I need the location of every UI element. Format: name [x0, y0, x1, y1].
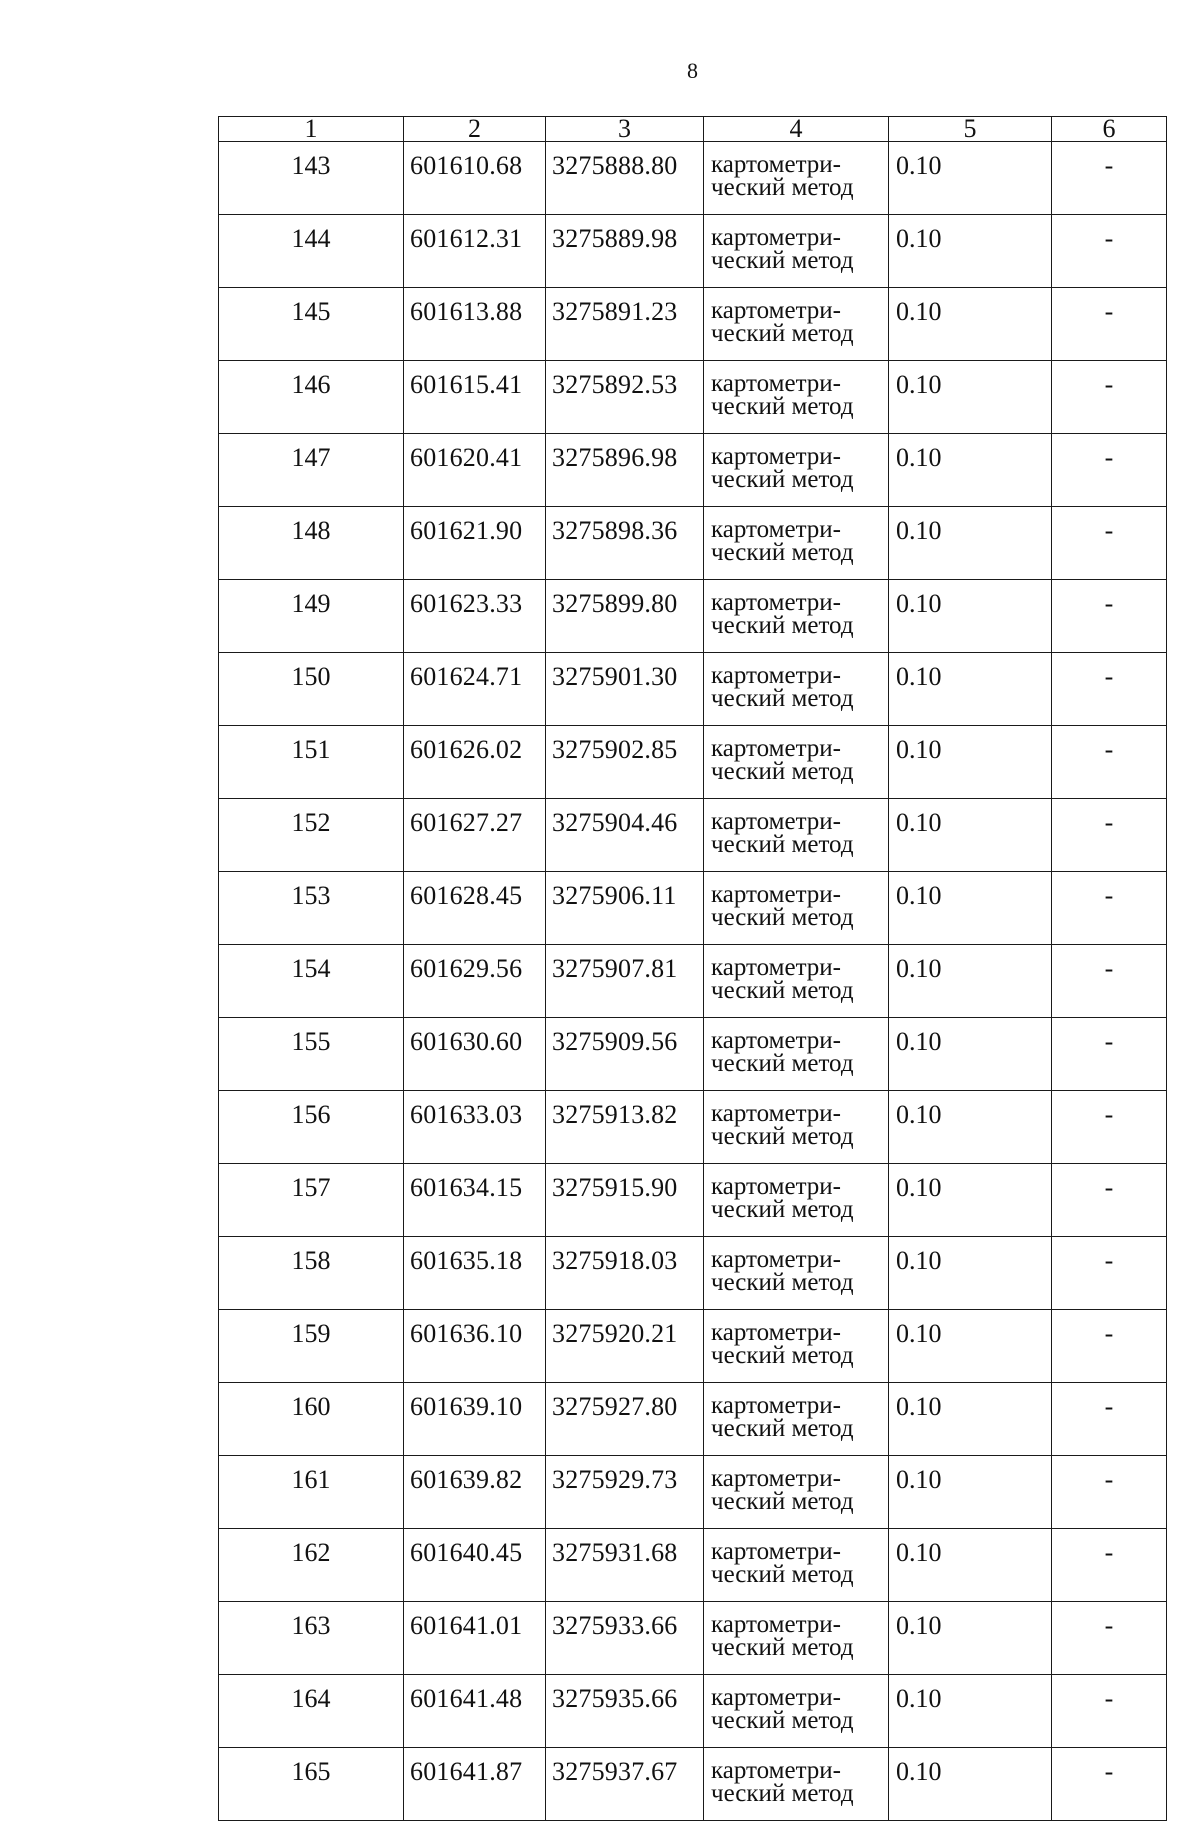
point-number-cell: 147 — [219, 434, 404, 507]
method-cell — [704, 653, 889, 726]
method-cell — [704, 1310, 889, 1383]
x-coordinate-cell: 601612.31 — [404, 215, 546, 288]
point-number-cell: 158 — [219, 1237, 404, 1310]
x-coordinate-cell: 601626.02 — [404, 726, 546, 799]
accuracy-cell: 0.10 — [889, 1748, 1052, 1821]
method-cell — [704, 1091, 889, 1164]
table-row — [219, 799, 1167, 872]
y-coordinate-cell: 3275892.53 — [546, 361, 704, 434]
y-coordinate-cell: 3275906.11 — [546, 872, 704, 945]
point-number-cell: 161 — [219, 1456, 404, 1529]
point-number-cell: 153 — [219, 872, 404, 945]
page-number: 8 — [687, 58, 698, 83]
accuracy-cell: 0.10 — [889, 1529, 1052, 1602]
method-cell — [704, 799, 889, 872]
coordinates-table — [218, 116, 1167, 1821]
x-coordinate-cell: 601639.82 — [404, 1456, 546, 1529]
accuracy-cell: 0.10 — [889, 434, 1052, 507]
y-coordinate-cell: 3275933.66 — [546, 1602, 704, 1675]
method-cell — [704, 1018, 889, 1091]
y-coordinate-cell: 3275889.98 — [546, 215, 704, 288]
method-cell — [704, 1748, 889, 1821]
method-text-line-2: ческий метод — [711, 174, 854, 201]
x-coordinate-cell: 601613.88 — [404, 288, 546, 361]
note-cell: - — [1052, 1602, 1167, 1675]
method-text-line-1: картометри- — [711, 443, 842, 470]
table-row — [219, 726, 1167, 799]
point-number-cell: 159 — [219, 1310, 404, 1383]
table-row — [219, 142, 1167, 215]
x-coordinate-cell: 601630.60 — [404, 1018, 546, 1091]
method-cell — [704, 288, 889, 361]
y-coordinate-cell: 3275909.56 — [546, 1018, 704, 1091]
note-cell: - — [1052, 799, 1167, 872]
method-cell — [704, 215, 889, 288]
note-cell: - — [1052, 142, 1167, 215]
accuracy-cell: 0.10 — [889, 653, 1052, 726]
y-coordinate-cell: 3275888.80 — [546, 142, 704, 215]
point-number-cell: 145 — [219, 288, 404, 361]
point-number-cell: 163 — [219, 1602, 404, 1675]
method-text-line-1: картометри- — [711, 1246, 842, 1273]
accuracy-cell: 0.10 — [889, 872, 1052, 945]
method-text-line-2: ческий метод — [711, 1050, 854, 1077]
accuracy-cell: 0.10 — [889, 1018, 1052, 1091]
note-cell: - — [1052, 1237, 1167, 1310]
method-text-line-2: ческий метод — [711, 1780, 854, 1807]
method-text-line-1: картометри- — [711, 808, 842, 835]
method-cell — [704, 872, 889, 945]
column-header: 5 — [889, 117, 1052, 142]
note-cell: - — [1052, 288, 1167, 361]
table-row — [219, 872, 1167, 945]
x-coordinate-cell: 601629.56 — [404, 945, 546, 1018]
method-text-line-1: картометри- — [711, 1465, 842, 1492]
x-coordinate-cell: 601633.03 — [404, 1091, 546, 1164]
y-coordinate-cell: 3275902.85 — [546, 726, 704, 799]
note-cell: - — [1052, 580, 1167, 653]
x-coordinate-cell: 601641.48 — [404, 1675, 546, 1748]
column-header: 6 — [1052, 117, 1167, 142]
accuracy-cell: 0.10 — [889, 799, 1052, 872]
point-number-cell: 164 — [219, 1675, 404, 1748]
x-coordinate-cell: 601623.33 — [404, 580, 546, 653]
method-text-line-2: ческий метод — [711, 1196, 854, 1223]
accuracy-cell: 0.10 — [889, 288, 1052, 361]
y-coordinate-cell: 3275901.30 — [546, 653, 704, 726]
note-cell: - — [1052, 1456, 1167, 1529]
method-cell — [704, 1237, 889, 1310]
method-text-line-2: ческий метод — [711, 539, 854, 566]
note-cell: - — [1052, 872, 1167, 945]
note-cell: - — [1052, 507, 1167, 580]
method-text-line-1: картометри- — [711, 1100, 842, 1127]
accuracy-cell: 0.10 — [889, 1602, 1052, 1675]
table-row — [219, 1091, 1167, 1164]
x-coordinate-cell: 601641.01 — [404, 1602, 546, 1675]
method-cell — [704, 1164, 889, 1237]
method-text-line-1: картометри- — [711, 1027, 842, 1054]
y-coordinate-cell: 3275935.66 — [546, 1675, 704, 1748]
accuracy-cell: 0.10 — [889, 507, 1052, 580]
accuracy-cell: 0.10 — [889, 1237, 1052, 1310]
point-number-cell: 149 — [219, 580, 404, 653]
accuracy-cell: 0.10 — [889, 1383, 1052, 1456]
table-row — [219, 1529, 1167, 1602]
note-cell: - — [1052, 1018, 1167, 1091]
method-text-line-1: картометри- — [711, 954, 842, 981]
table-row — [219, 1164, 1167, 1237]
method-text-line-1: картометри- — [711, 1319, 842, 1346]
table-row — [219, 653, 1167, 726]
method-text-line-2: ческий метод — [711, 1561, 854, 1588]
method-text-line-1: картометри- — [711, 881, 842, 908]
note-cell: - — [1052, 1383, 1167, 1456]
method-text-line-1: картометри- — [711, 516, 842, 543]
table-row — [219, 1018, 1167, 1091]
table-row — [219, 1602, 1167, 1675]
method-text-line-2: ческий метод — [711, 977, 854, 1004]
x-coordinate-cell: 601624.71 — [404, 653, 546, 726]
method-cell — [704, 945, 889, 1018]
method-cell — [704, 507, 889, 580]
accuracy-cell: 0.10 — [889, 1091, 1052, 1164]
note-cell: - — [1052, 726, 1167, 799]
accuracy-cell: 0.10 — [889, 1456, 1052, 1529]
method-text-line-2: ческий метод — [711, 1634, 854, 1661]
method-text-line-2: ческий метод — [711, 1488, 854, 1515]
method-text-line-1: картометри- — [711, 1684, 842, 1711]
y-coordinate-cell: 3275896.98 — [546, 434, 704, 507]
note-cell: - — [1052, 361, 1167, 434]
accuracy-cell: 0.10 — [889, 215, 1052, 288]
table-row — [219, 1310, 1167, 1383]
table-header-row — [219, 117, 1167, 142]
x-coordinate-cell: 601640.45 — [404, 1529, 546, 1602]
method-text-line-1: картометри- — [711, 1173, 842, 1200]
point-number-cell: 165 — [219, 1748, 404, 1821]
x-coordinate-cell: 601639.10 — [404, 1383, 546, 1456]
point-number-cell: 144 — [219, 215, 404, 288]
accuracy-cell: 0.10 — [889, 142, 1052, 215]
method-cell — [704, 726, 889, 799]
method-text-line-2: ческий метод — [711, 904, 854, 931]
table-row — [219, 434, 1167, 507]
method-text-line-1: картометри- — [711, 224, 842, 251]
method-text-line-2: ческий метод — [711, 758, 854, 785]
x-coordinate-cell: 601636.10 — [404, 1310, 546, 1383]
table-row — [219, 361, 1167, 434]
method-text-line-2: ческий метод — [711, 320, 854, 347]
note-cell: - — [1052, 215, 1167, 288]
y-coordinate-cell: 3275899.80 — [546, 580, 704, 653]
note-cell: - — [1052, 1091, 1167, 1164]
y-coordinate-cell: 3275929.73 — [546, 1456, 704, 1529]
method-text-line-2: ческий метод — [711, 612, 854, 639]
method-text-line-2: ческий метод — [711, 685, 854, 712]
method-text-line-1: картометри- — [711, 370, 842, 397]
accuracy-cell: 0.10 — [889, 580, 1052, 653]
method-text-line-2: ческий метод — [711, 466, 854, 493]
x-coordinate-cell: 601610.68 — [404, 142, 546, 215]
point-number-cell: 143 — [219, 142, 404, 215]
method-text-line-1: картометри- — [711, 589, 842, 616]
method-text-line-1: картометри- — [711, 1757, 842, 1784]
point-number-cell: 154 — [219, 945, 404, 1018]
method-text-line-2: ческий метод — [711, 1415, 854, 1442]
x-coordinate-cell: 601641.87 — [404, 1748, 546, 1821]
method-cell — [704, 1529, 889, 1602]
point-number-cell: 150 — [219, 653, 404, 726]
y-coordinate-cell: 3275898.36 — [546, 507, 704, 580]
table-row — [219, 1748, 1167, 1821]
x-coordinate-cell: 601620.41 — [404, 434, 546, 507]
accuracy-cell: 0.10 — [889, 1310, 1052, 1383]
y-coordinate-cell: 3275937.67 — [546, 1748, 704, 1821]
point-number-cell: 146 — [219, 361, 404, 434]
point-number-cell: 152 — [219, 799, 404, 872]
note-cell: - — [1052, 1748, 1167, 1821]
table-row — [219, 1237, 1167, 1310]
table-row — [219, 288, 1167, 361]
x-coordinate-cell: 601621.90 — [404, 507, 546, 580]
method-cell — [704, 361, 889, 434]
point-number-cell: 160 — [219, 1383, 404, 1456]
method-cell — [704, 1383, 889, 1456]
note-cell: - — [1052, 1529, 1167, 1602]
x-coordinate-cell: 601627.27 — [404, 799, 546, 872]
y-coordinate-cell: 3275927.80 — [546, 1383, 704, 1456]
note-cell: - — [1052, 653, 1167, 726]
method-text-line-1: картометри- — [711, 735, 842, 762]
method-cell — [704, 1602, 889, 1675]
method-text-line-1: картометри- — [711, 1538, 842, 1565]
method-text-line-1: картометри- — [711, 151, 842, 178]
table-row — [219, 507, 1167, 580]
table-row — [219, 215, 1167, 288]
method-text-line-1: картометри- — [711, 1392, 842, 1419]
method-text-line-2: ческий метод — [711, 1269, 854, 1296]
note-cell: - — [1052, 1164, 1167, 1237]
method-text-line-2: ческий метод — [711, 247, 854, 274]
note-cell: - — [1052, 1675, 1167, 1748]
x-coordinate-cell: 601628.45 — [404, 872, 546, 945]
table-row — [219, 580, 1167, 653]
method-cell — [704, 434, 889, 507]
method-text-line-2: ческий метод — [711, 831, 854, 858]
column-header: 4 — [704, 117, 889, 142]
column-header: 3 — [546, 117, 704, 142]
point-number-cell: 156 — [219, 1091, 404, 1164]
y-coordinate-cell: 3275931.68 — [546, 1529, 704, 1602]
method-text-line-1: картометри- — [711, 1611, 842, 1638]
method-text-line-1: картометри- — [711, 297, 842, 324]
column-header: 2 — [404, 117, 546, 142]
method-text-line-2: ческий метод — [711, 393, 854, 420]
note-cell: - — [1052, 434, 1167, 507]
accuracy-cell: 0.10 — [889, 1164, 1052, 1237]
table-row — [219, 1456, 1167, 1529]
point-number-cell: 155 — [219, 1018, 404, 1091]
method-text-line-2: ческий метод — [711, 1342, 854, 1369]
x-coordinate-cell: 601615.41 — [404, 361, 546, 434]
y-coordinate-cell: 3275918.03 — [546, 1237, 704, 1310]
accuracy-cell: 0.10 — [889, 945, 1052, 1018]
table-row — [219, 1383, 1167, 1456]
y-coordinate-cell: 3275904.46 — [546, 799, 704, 872]
note-cell: - — [1052, 945, 1167, 1018]
y-coordinate-cell: 3275913.82 — [546, 1091, 704, 1164]
accuracy-cell: 0.10 — [889, 361, 1052, 434]
method-text-line-2: ческий метод — [711, 1123, 854, 1150]
method-cell — [704, 580, 889, 653]
table-row — [219, 1675, 1167, 1748]
point-number-cell: 148 — [219, 507, 404, 580]
accuracy-cell: 0.10 — [889, 1675, 1052, 1748]
table-row — [219, 945, 1167, 1018]
method-cell — [704, 1675, 889, 1748]
y-coordinate-cell: 3275920.21 — [546, 1310, 704, 1383]
method-text-line-2: ческий метод — [711, 1707, 854, 1734]
method-cell — [704, 142, 889, 215]
y-coordinate-cell: 3275891.23 — [546, 288, 704, 361]
point-number-cell: 151 — [219, 726, 404, 799]
method-cell — [704, 1456, 889, 1529]
note-cell: - — [1052, 1310, 1167, 1383]
x-coordinate-cell: 601635.18 — [404, 1237, 546, 1310]
y-coordinate-cell: 3275907.81 — [546, 945, 704, 1018]
method-text-line-1: картометри- — [711, 662, 842, 689]
x-coordinate-cell: 601634.15 — [404, 1164, 546, 1237]
accuracy-cell: 0.10 — [889, 726, 1052, 799]
column-header: 1 — [219, 117, 404, 142]
y-coordinate-cell: 3275915.90 — [546, 1164, 704, 1237]
point-number-cell: 162 — [219, 1529, 404, 1602]
point-number-cell: 157 — [219, 1164, 404, 1237]
